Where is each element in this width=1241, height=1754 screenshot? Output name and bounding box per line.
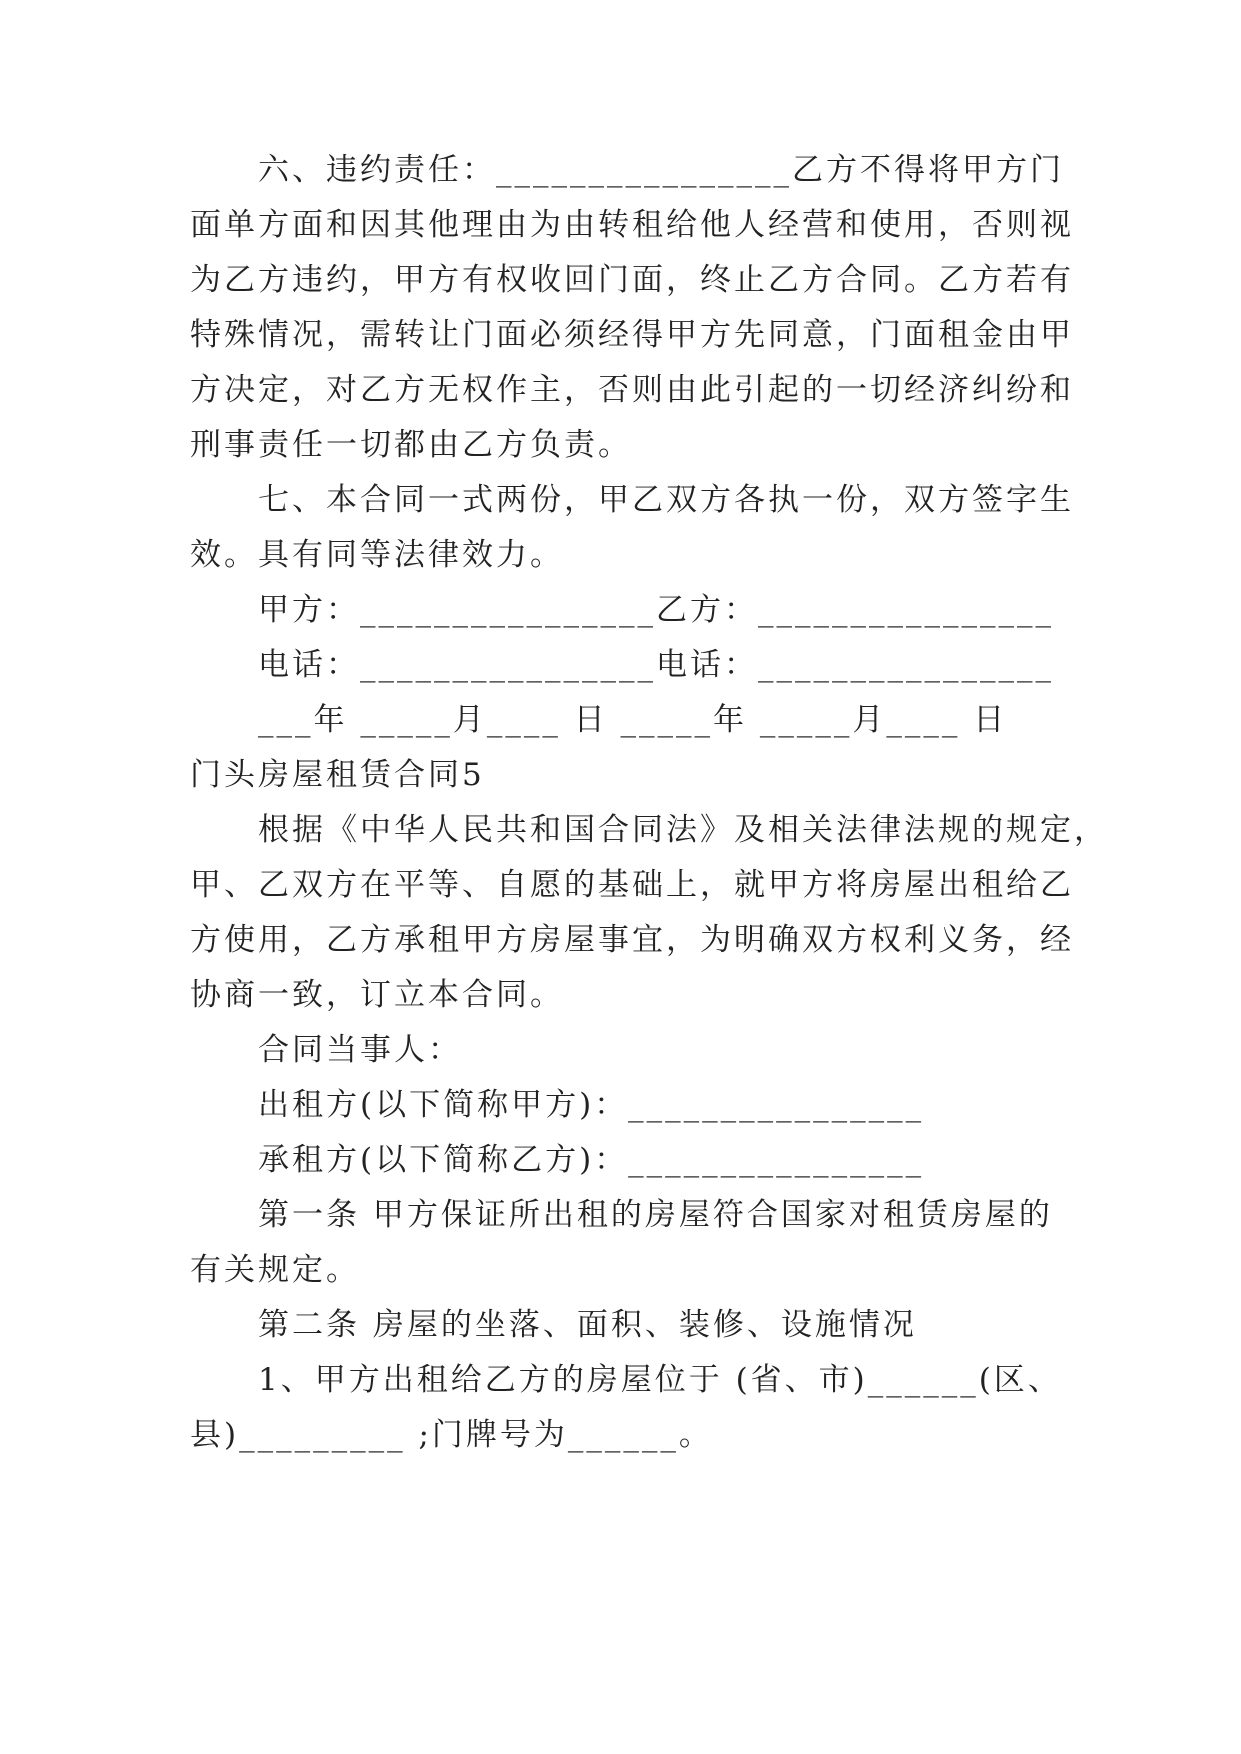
signature-phone-line: 电话：________________电话：________________ (258, 647, 1054, 683)
section7-line-2: 效。具有同等法律效力。 (190, 537, 564, 573)
contract5-intro-line-4: 协商一致，订立本合同。 (190, 977, 564, 1013)
article2-item1-line-1: 1、甲方出租给乙方的房屋位于 (省、市)______(区、 (258, 1362, 1062, 1398)
section6-line-1: 六、违约责任：________________乙方不得将甲方门 (258, 152, 1064, 188)
contract5-title: 门头房屋租赁合同5 (190, 757, 485, 793)
contract5-parties-label: 合同当事人： (258, 1032, 462, 1068)
section7-line-1: 七、本合同一式两份，甲乙双方各执一份，双方签字生 (258, 482, 1074, 518)
article1-line-2: 有关规定。 (190, 1252, 360, 1288)
signature-party-line: 甲方：________________乙方：________________ (258, 592, 1054, 628)
article2-title: 第二条 房屋的坐落、面积、装修、设施情况 (258, 1307, 917, 1343)
contract5-intro-line-2: 甲、乙双方在平等、自愿的基础上，就甲方将房屋出租给乙 (190, 867, 1074, 903)
contract5-lessor: 出租方(以下简称甲方)：________________ (258, 1087, 925, 1123)
article1-line-1: 第一条 甲方保证所出租的房屋符合国家对租赁房屋的 (258, 1197, 1053, 1233)
contract5-intro-line-3: 方使用，乙方承租甲方房屋事宜，为明确双方权利义务，经 (190, 922, 1074, 958)
section6-line-5: 方决定，对乙方无权作主，否则由此引起的一切经济纠纷和 (190, 372, 1074, 408)
section6-line-3: 为乙方违约，甲方有权收回门面，终止乙方合同。乙方若有 (190, 262, 1074, 298)
article2-item1-line-2: 县)_________ ;门牌号为______。 (190, 1417, 713, 1453)
section6-line-2: 面单方面和因其他理由为由转租给他人经营和使用，否则视 (190, 207, 1074, 243)
contract5-lessee: 承租方(以下简称乙方)：________________ (258, 1142, 925, 1178)
section6-line-6: 刑事责任一切都由乙方负责。 (190, 427, 632, 463)
section6-line-4: 特殊情况，需转让门面必须经得甲方先同意，门面租金由甲 (190, 317, 1074, 353)
contract5-intro-line-1: 根据《中华人民共和国合同法》及相关法律法规的规定， (258, 812, 1108, 848)
signature-date-line: ___年 _____月____ 日 _____年 _____月____ 日 (258, 702, 1008, 738)
